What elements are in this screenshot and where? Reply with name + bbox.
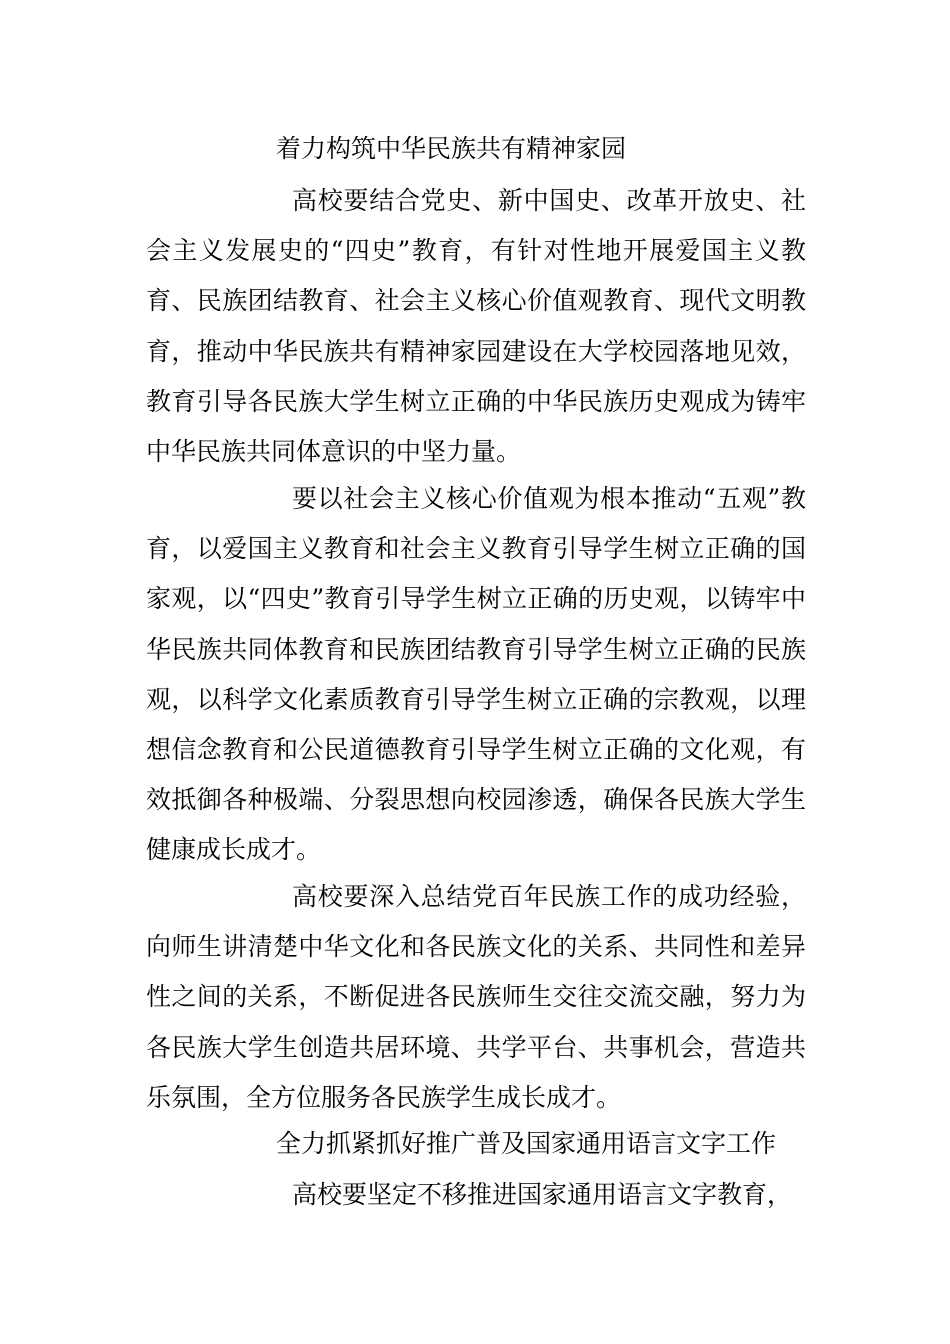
paragraph-ethnic-work: 高校要深入总结党百年民族工作的成功经验，向师生讲清楚中华文化和各民族文化的关系、共同性和差异性之间的关系，不断促进各民族师生交往交流交融，努力为各民族大学生创造共居环境、共学平台、共事机会，营造共乐氛围，全方位服务各民族学生成长成才。	[146, 882, 806, 1112]
paragraph-four-histories: 高校要结合党史、新中国史、改革开放史、社会主义发展史的“四史”教育，有针对性地开展爱国主义教育、民族团结教育、社会主义核心价值观教育、现代文明教育，推动中华民族共有精神家园建设在大学校园落地见效，教育引导各民族大学生树立正确的中华民族历史观成为铸牢中华民族共同体意识的中坚力量。	[146, 186, 806, 467]
paragraph-language-education: 高校要坚定不移推进国家通用语言文字教育，	[292, 1180, 793, 1209]
section-heading-spiritual-home: 着力构筑中华民族共有精神家园	[276, 134, 627, 163]
paragraph-five-views: 要以社会主义核心价值观为根本推动“五观”教育，以爱国主义教育和社会主义教育引导学生树立正确的国家观，以“四史”教育引导学生树立正确的历史观，以铸牢中华民族共同体教育和民族团结教育引导学生树立正确的民族观，以科学文化素质教育引导学生树立正确的宗教观，以理想信念教育和公民道德教育引导学生树立正确的文化观，有效抵御各种极端、分裂思想向校园渗透，确保各民族大学生健康成长成才。	[146, 484, 806, 865]
section-heading-common-language: 全力抓紧抓好推广普及国家通用语言文字工作	[276, 1129, 777, 1158]
